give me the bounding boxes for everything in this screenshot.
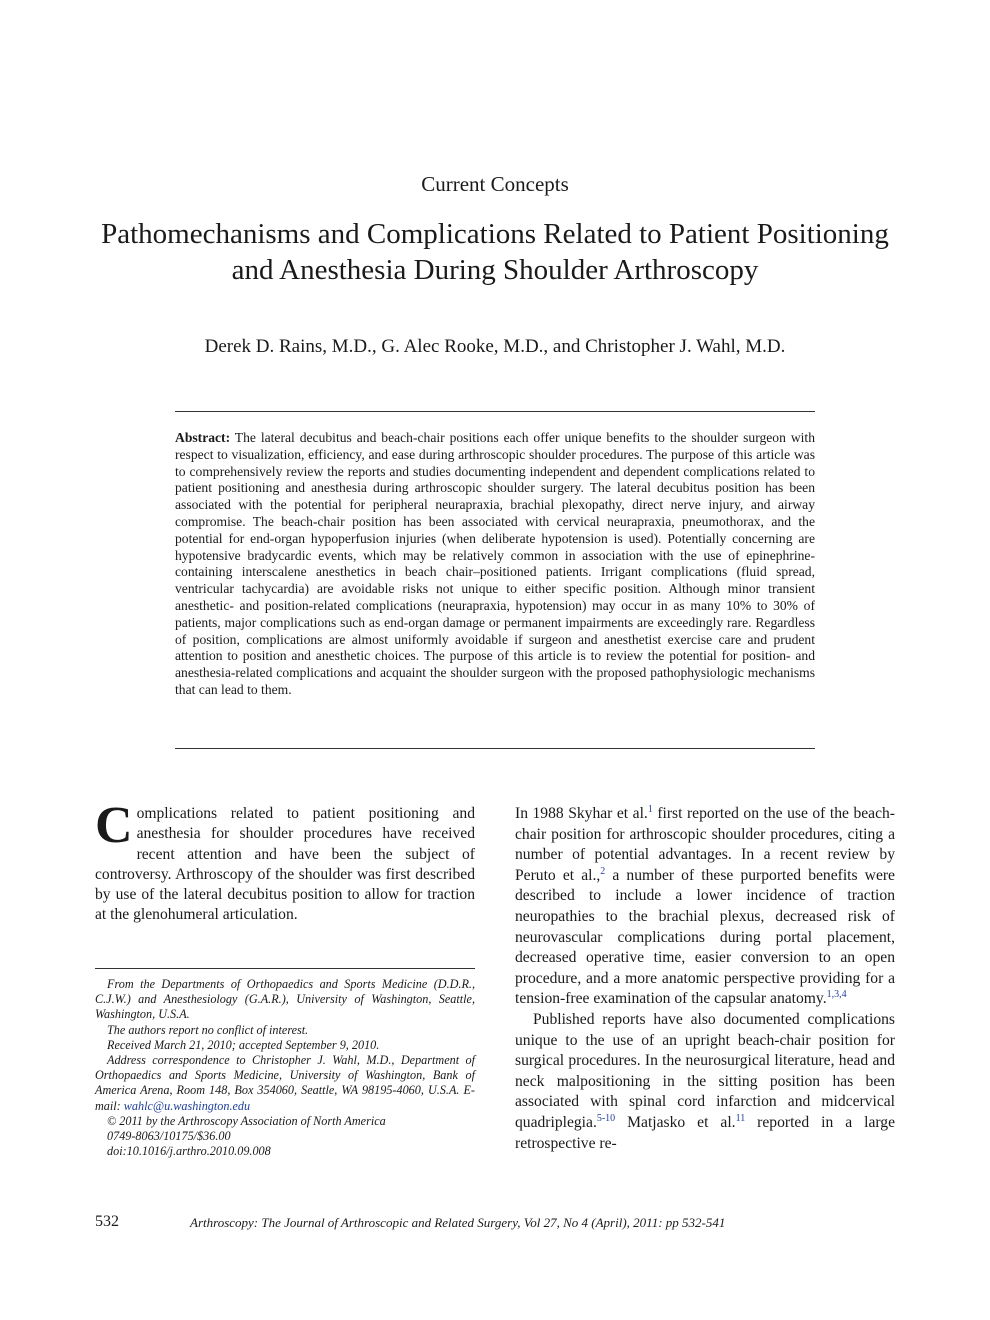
footnote-affiliation: From the Departments of Orthopaedics and Sports Medicine (D.D.R., C.J.W.) and Anesthesiology (G.A.R.), University of Washington, Seattle, Washington, U.S.A. bbox=[95, 977, 475, 1022]
abstract-top-rule bbox=[175, 411, 815, 412]
abstract-text: The lateral decubitus and beach-chair positions each offer unique benefits to the shoulder surgeon with respect to visualization, efficiency, and ease during arthroscopic shoulder procedures. The purpose of this article was to comprehensively review the reports and studies documenting independent and dependent complications related to patient positioning and anesthesia during arthroscopic shoulder surgery. The lateral decubitus position has been associated with the potential for peripheral neurapraxia, brachial plexopathy, direct nerve injury, and airway compromise. The beach-chair position has been associated with cervical neurapraxia, pneumothorax, and the potential for end-organ hypoperfusion injuries (when deliberate hypotension is used). Potentially concerning are hypotensive bradycardic events, which may be relatively common in association with the use of epinephrine-containing interscalene anesthetics in beach chair–positioned patients. Irrigant complications (fluid spread, ventricular tachycardia) are avoidable risks not unique to either specific position. Although minor transient anesthetic- and position-related complications (neurapraxia, hypotension) may occur in as many 10% to 30% of patients, major complications such as end-organ damage or permanent impairments are exceedingly rare. Regardless of position, complications are almost uniformly avoidable if surgeon and anesthetist exercise care and prudent attention to position and anesthetic choices. The purpose of this article is to review the potential for position- and anesthesia-related complications and acquaint the shoulder surgeon with the proposed pathophysiologic mechanisms that can lead to them. bbox=[175, 430, 815, 697]
paragraph-text: In 1988 Skyhar et al. bbox=[515, 805, 648, 822]
article-title: Pathomechanisms and Complications Related to Patient Positioning and Anesthesia During Shoulder Arthroscopy bbox=[101, 218, 889, 286]
journal-citation: Arthroscopy: The Journal of Arthroscopic and Related Surgery, Vol 27, No 4 (April), 2011: pp 532-541 bbox=[190, 1215, 726, 1230]
paragraph-text: reported in a large retrospective re- bbox=[515, 1113, 895, 1152]
reference-link[interactable]: 2 bbox=[600, 865, 606, 877]
correspondence-text: Address correspondence to Christopher J. Wahl, M.D., Department of Orthopaedics and Sports Medicine, University of Washington, Bank of America Arena, Room 148, Box 354060, Seattle, WA 98195-4060, U.S.A. E-mail: bbox=[95, 1053, 475, 1113]
footnote-conflict: The authors report no conflict of interest. bbox=[107, 1022, 309, 1037]
reference-link[interactable]: 1 bbox=[647, 803, 653, 815]
author-list: Derek D. Rains, M.D., G. Alec Rooke, M.D., and Christopher J. Wahl, M.D. bbox=[204, 336, 786, 357]
reference-link[interactable]: 1,3,4 bbox=[826, 989, 847, 1001]
page-number: 532 bbox=[95, 1213, 119, 1230]
footnotes bbox=[95, 977, 475, 1159]
paragraph-text: Published reports have also documented complications unique to the use of an upright beach-chair position for surgical procedures. In the neurosurgical literature, head and neck malpositioning in the sitting position has been associated with spinal cord infarction and midcervical quadriplegia. bbox=[515, 1010, 895, 1131]
paragraph-text: a number of these purported benefits were described to include a lower incidence of traction neuropathies to the brachial plexus, decreased risk of neurovascular complications during portal placement, decreased operative time, easier conversion to an open procedure, and a more anatomic perspective providing for a tension-free examination of the capsular anatomy. bbox=[515, 866, 895, 1008]
reference-link[interactable]: 5-10 bbox=[596, 1112, 616, 1124]
footnote-rule bbox=[95, 968, 475, 969]
body-right-column bbox=[515, 804, 895, 1154]
reference-link[interactable]: 11 bbox=[735, 1112, 746, 1124]
abstract-bottom-rule bbox=[175, 748, 815, 749]
paragraph-text: Matjasko et al. bbox=[615, 1113, 736, 1131]
footnote-issn: 0749-8063/10175/$36.00 bbox=[107, 1129, 231, 1144]
body-left-column bbox=[95, 797, 475, 926]
body-paragraph-2 bbox=[515, 1010, 895, 1154]
intro-text: omplications related to patient positioning and anesthesia for shoulder procedures have received recent attention and have been the subject of controversy. Arthroscopy of the shoulder was first described by use of the lateral decubitus position to allow for traction at the glenohumeral articulation. bbox=[95, 805, 475, 924]
body-paragraph-1 bbox=[515, 804, 895, 1010]
drop-cap: C bbox=[95, 797, 133, 854]
footnote-dates: Received March 21, 2010; accepted September 9, 2010. bbox=[107, 1037, 380, 1052]
paragraph-text: first reported on the use of the beach-chair position for arthroscopic shoulder procedures, citing a number of potential advantages. In a recent review by Peruto et al., bbox=[515, 805, 895, 884]
footnote-copyright: © 2011 by the Arthroscopy Association of North America bbox=[107, 1113, 386, 1128]
abstract bbox=[175, 430, 815, 699]
abstract-label: Abstract: bbox=[175, 430, 231, 445]
email-link[interactable]: wahlc@u.washington.edu bbox=[123, 1098, 251, 1113]
intro-paragraph bbox=[95, 797, 475, 926]
footnote-doi: doi:10.1016/j.arthro.2010.09.008 bbox=[107, 1144, 271, 1159]
section-label: Current Concepts bbox=[421, 172, 569, 196]
footnote-correspondence bbox=[95, 1053, 475, 1114]
